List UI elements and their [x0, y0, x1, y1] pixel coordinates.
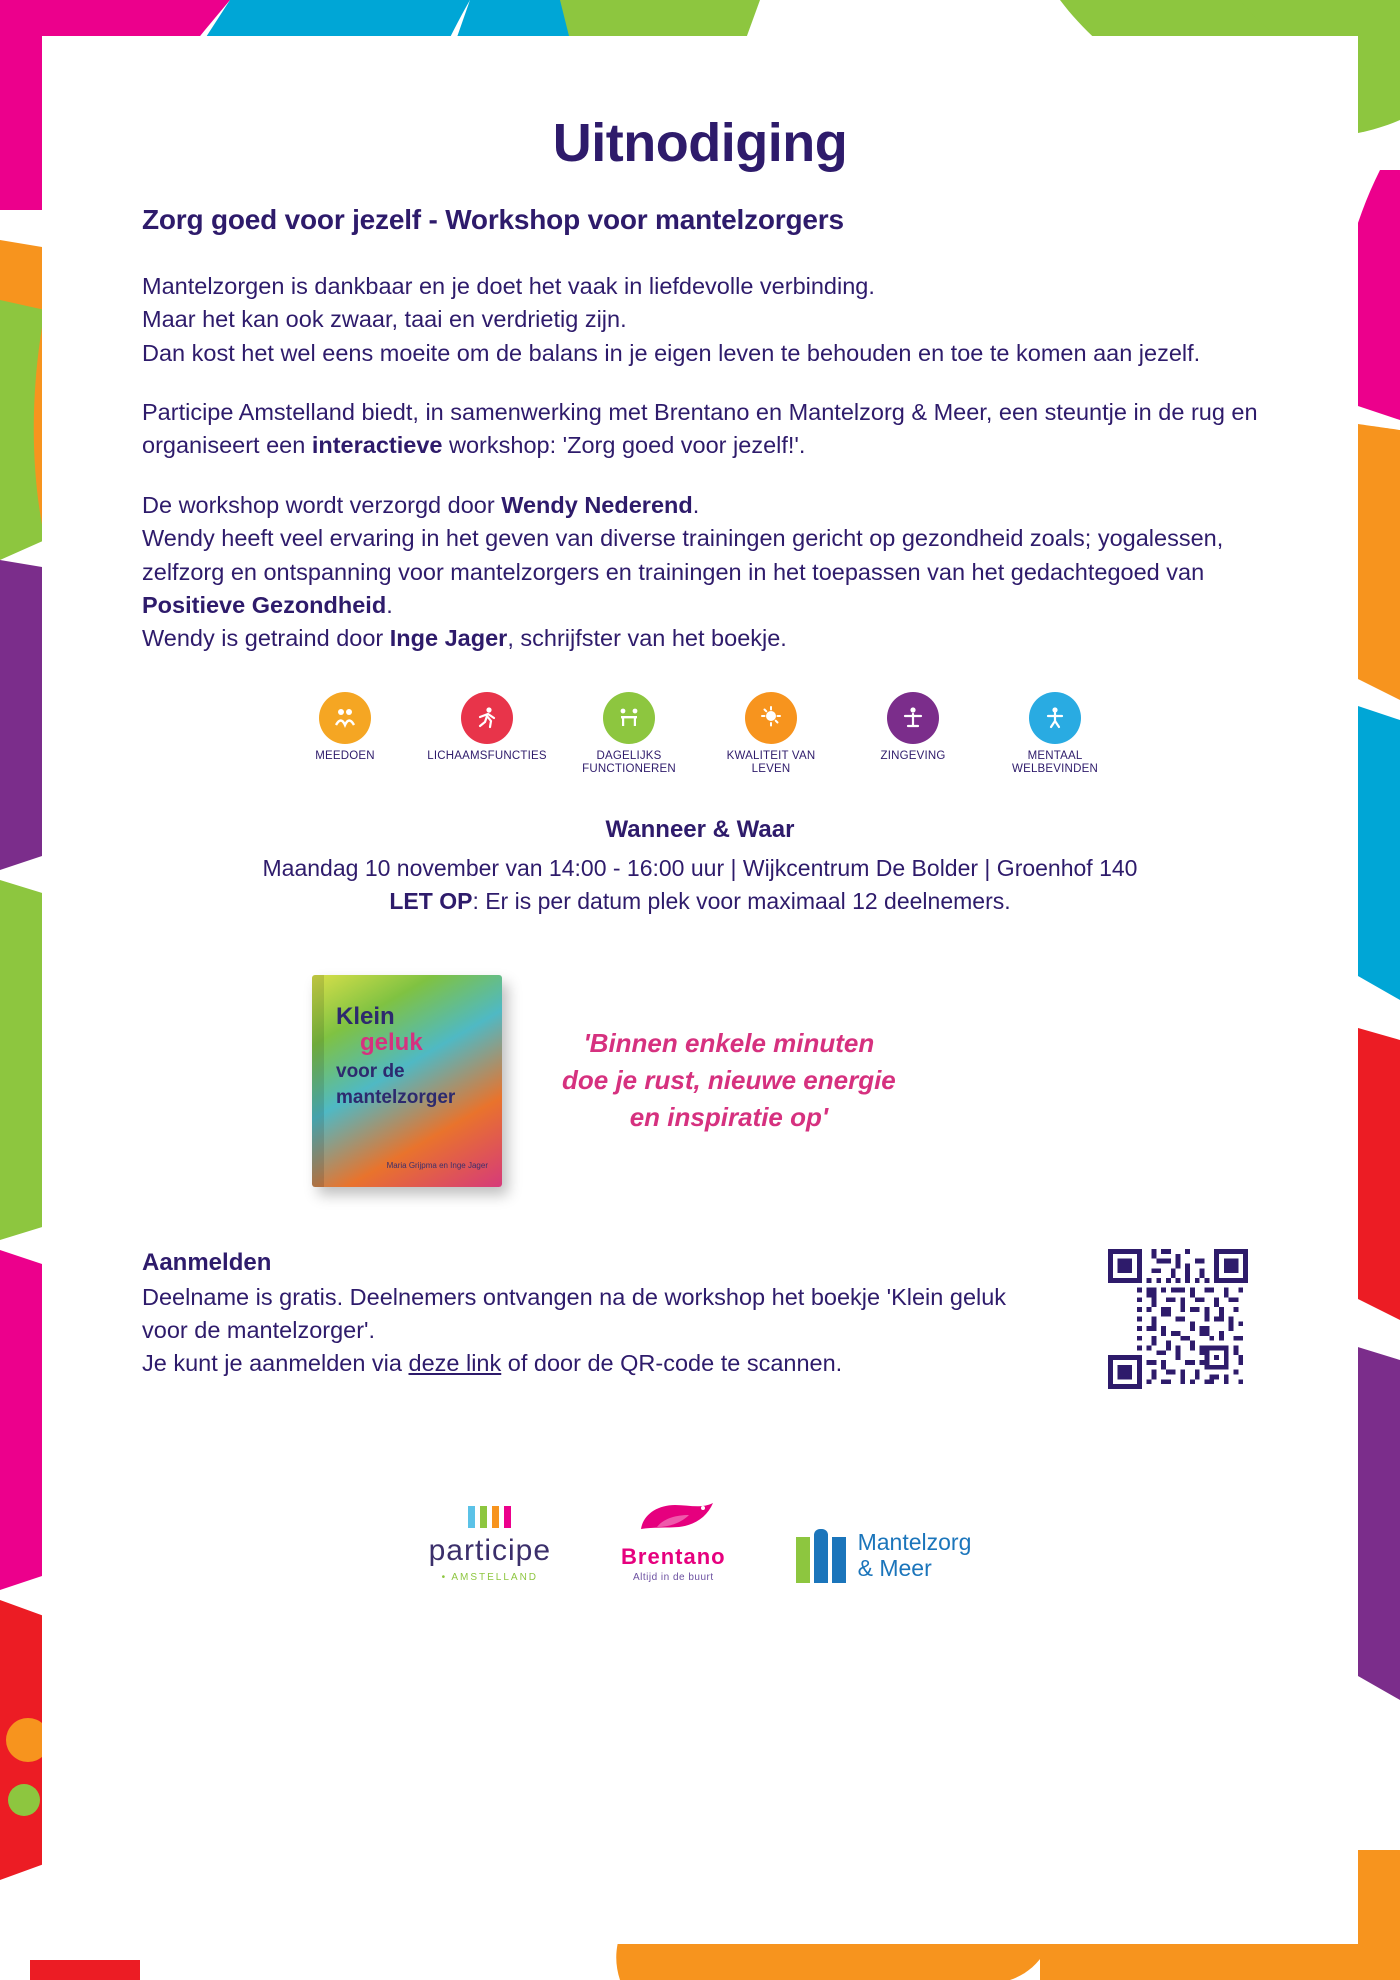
brentano-bird-icon [627, 1497, 719, 1539]
signup-heading: Aanmelden [142, 1248, 272, 1276]
health-item-zingeving [853, 692, 973, 763]
brentano-tagline: Altijd in de buurt [632, 1571, 714, 1583]
mantelzorg-mark-icon [796, 1529, 846, 1583]
quote-line-3: en inspiratie op' [629, 1102, 829, 1133]
paragraph3-part-c: Wendy heeft veel ervaring in het geven van diverse trainingen gericht op gezondheid zoals; yogalessen, zelfzorg en ontspanning voor mantelzorgers en trainingen in het toepassen van het gedachtegoed van [142, 525, 1224, 585]
paragraph3-part-e: Wendy is getraind door [142, 625, 390, 652]
positive-health-term: Positieve Gezondheid [142, 591, 387, 618]
when-where-details: Maandag 10 november van 14:00 - 16:00 uur | Wijkcentrum De Bolder | Groenhof 140 [262, 855, 1138, 882]
paragraph3-part-a: De workshop wordt verzorgd door [142, 491, 502, 518]
intro-line-2: Maar het kan ook zwaar, taai en verdrietig zijn. [142, 306, 627, 333]
book-and-quote-row [142, 975, 1258, 1187]
health-label: KWALITEIT VAN LEVEN [726, 749, 816, 775]
mantelzorg-line-2: & Meer [857, 1554, 932, 1581]
health-label: DAGELIJKS FUNCTIONEREN [582, 749, 676, 775]
mentaal-welbevinden-icon [1029, 692, 1081, 744]
health-label: LICHAAMSFUNCTIES [427, 749, 547, 762]
logo-mantelzorg-en-meer [796, 1529, 972, 1583]
note-text: : Er is per datum plek voor maximaal 12 deelnemers. [472, 888, 1011, 915]
intro-paragraph-3 [142, 489, 1258, 656]
footer-logo-row [142, 1497, 1258, 1583]
book-spine [312, 975, 324, 1187]
trainer-name: Wendy Nederend [501, 491, 693, 518]
book-title-line-1: Klein [336, 1002, 395, 1030]
lichaamsfuncties-glyph [474, 705, 500, 731]
health-item-lichaamsfuncties [427, 692, 547, 763]
signup-text-block [142, 1249, 1042, 1381]
paragraph3-part-d: . [386, 591, 393, 618]
meedoen-icon [319, 692, 371, 744]
quote-line-1: 'Binnen enkele minuten [583, 1028, 875, 1059]
book-title-line-3: voor de [336, 1060, 405, 1082]
paragraph2-emphasis: interactieve [311, 432, 443, 459]
dagelijks-functioneren-icon [603, 692, 655, 744]
brentano-wordmark: Brentano [621, 1543, 726, 1569]
participe-wordmark: participe [428, 1533, 552, 1567]
registration-link[interactable]: deze link [408, 1350, 502, 1377]
subtitle: Zorg goed voor jezelf - Workshop voor mantelzorgers [142, 204, 844, 235]
signup-body [142, 1281, 1042, 1381]
book-authors: Maria Grijpma en Inge Jager [386, 1160, 488, 1170]
intro-paragraph-2 [142, 396, 1258, 463]
paragraph2-part-a: Participe Amstelland biedt, in samenwerking met Brentano en Mantelzorg & Meer, een steuntje in de rug en organiseert een [142, 399, 1258, 459]
meedoen-glyph [332, 705, 358, 731]
mantelzorg-wordmark [858, 1530, 972, 1581]
participe-bars-icon [429, 1506, 551, 1528]
signup-line-2-part-b: of door de QR-code te scannen. [501, 1350, 843, 1377]
health-label: ZINGEVING [880, 749, 946, 762]
paragraph3-part-f: , schrijfster van het boekje. [507, 625, 787, 652]
paragraph3-part-b: . [692, 491, 700, 518]
qr-code[interactable] [1108, 1249, 1248, 1389]
participe-subtitle: • AMSTELLAND [441, 1571, 539, 1583]
intro-line-3: Dan kost het wel eens moeite om de balans in je eigen leven te behouden en toe te komen aan jezelf. [142, 339, 1201, 366]
health-item-meedoen [285, 692, 405, 763]
when-and-where-section [142, 816, 1258, 919]
positive-health-icon-row [142, 692, 1258, 776]
signup-section [142, 1249, 1258, 1389]
intro-paragraph-1 [142, 270, 1258, 370]
logo-brentano [621, 1497, 726, 1583]
mantelzorg-line-1: Mantelzorg [857, 1529, 972, 1556]
note-label: LET OP [389, 888, 473, 915]
zingeving-glyph [900, 705, 926, 731]
signup-line-2-part-a: Je kunt je aanmelden via [142, 1350, 409, 1377]
zingeving-icon [887, 692, 939, 744]
mentaal-welbevinden-glyph [1042, 705, 1068, 731]
health-item-kwaliteit-van-leven [711, 692, 831, 776]
paragraph2-part-b: workshop: 'Zorg goed voor jezelf!'. [442, 432, 806, 459]
intro-line-1: Mantelzorgen is dankbaar en je doet het vaak in liefdevolle verbinding. [142, 273, 875, 299]
poster-content [42, 36, 1358, 1944]
book-title-line-4: mantelzorger [336, 1086, 456, 1108]
page-title: Uitnodiging [552, 113, 848, 173]
health-item-dagelijks-functioneren [569, 692, 689, 776]
kwaliteit-van-leven-icon [745, 692, 797, 744]
health-item-mentaal-welbevinden [995, 692, 1115, 776]
when-where-heading: Wanneer & Waar [605, 816, 795, 844]
dagelijks-functioneren-glyph [616, 705, 642, 731]
lichaamsfuncties-icon [461, 692, 513, 744]
quote-line-2: doe je rust, nieuwe energie [562, 1065, 896, 1096]
book-title-line-2: geluk [360, 1028, 423, 1056]
author-name: Inge Jager [389, 625, 508, 652]
health-label: MEEDOEN [315, 749, 375, 762]
kwaliteit-van-leven-glyph [758, 705, 784, 731]
pull-quote [562, 1025, 896, 1136]
health-label: MENTAAL WELBEVINDEN [1012, 749, 1098, 775]
book-cover-image [312, 975, 502, 1187]
logo-participe [429, 1506, 551, 1583]
when-where-note [142, 885, 1258, 918]
signup-line-1: Deelname is gratis. Deelnemers ontvangen na de workshop het boekje 'Klein geluk voor de mantelzorger'. [142, 1283, 1007, 1344]
